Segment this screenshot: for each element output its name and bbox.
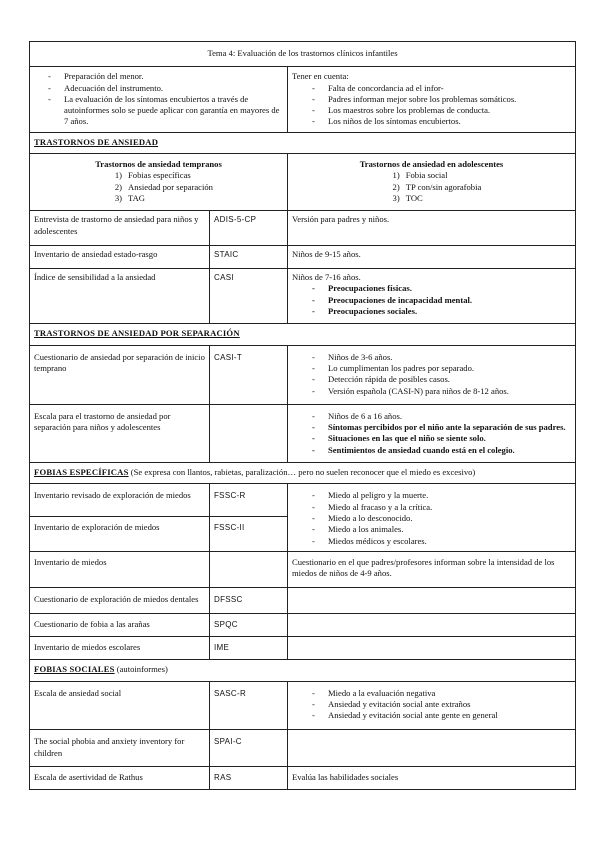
table-row: Inventario revisado de exploración de miedos FSSC-R - Miedo al peligro y la muerte. - Miedo al fracaso y a la crítica. - Miedo a lo desconocido. - Miedo a los animales. - Miedos médicos y escolares. [30, 484, 576, 517]
section-heading: FOBIAS SOCIALES [34, 664, 115, 675]
section-note: (autoinformes) [114, 664, 168, 675]
intro-right-heading: Tener en cuenta: [292, 71, 349, 82]
evaluation-table [29, 41, 576, 790]
list-item: - Lo cumplimentan los padres por separado. [312, 363, 571, 374]
intro-right-list [292, 83, 571, 128]
list-item: - Versión española (CASI-N) para niños de 8-12 años. [312, 386, 571, 397]
list-item: - Miedo al peligro y la muerte. [312, 490, 571, 501]
section-heading: TRASTORNOS DE ANSIEDAD [34, 136, 159, 147]
list-item: - Preocupaciones físicas. [312, 283, 571, 294]
list-item: - Situaciones en las que el niño se siente solo. [312, 433, 571, 444]
section-heading: TRASTORNOS DE ANSIEDAD POR SEPARACIÓN [34, 328, 240, 339]
list-item: - Ansiedad y evitación social ante extraños [312, 699, 571, 710]
table-row: The social phobia and anxiety inventory for children SPAI-C [30, 730, 576, 767]
table-row: Cuestionario de exploración de miedos dentales DFSSC [30, 588, 576, 613]
list-item: 2) TP con/sin agorafobia [392, 181, 482, 192]
list-item: - Detección rápida de posibles casos. [312, 374, 571, 385]
table-row: Escala de ansiedad social SASC-R - Miedo a la evaluación negativa - Ansiedad y evitación social ante extraños - Ansiedad y evitación social ante gente en general [30, 681, 576, 730]
table-row: Cuestionario de fobia a las arañas SPQC [30, 613, 576, 636]
list-item: - Falta de concordancia ad el infor- [312, 83, 571, 94]
section-row-separacion [30, 324, 576, 345]
document-page [29, 41, 575, 790]
list-item: 3) TAG [114, 192, 145, 203]
list-item: - Los niños de los síntomas encubiertos. [312, 116, 571, 127]
section-heading: FOBIAS ESPECÍFICAS [34, 467, 129, 478]
list-item: - Adecuación del instrumento. [48, 83, 283, 94]
page-title: Tema 4: Evaluación de los trastornos clínicos infantiles [30, 42, 576, 67]
table-row: Escala de asertividad de Rathus RAS Evalúa las habilidades sociales [30, 767, 576, 790]
list-item: 2) Ansiedad por separación [114, 181, 213, 192]
list-item: - Ansiedad y evitación social ante gente en general [312, 710, 571, 721]
list-item: - Preocupaciones sociales. [312, 306, 571, 317]
list-item: - Miedo a la evaluación negativa [312, 688, 571, 699]
table-row: Inventario de exploración de miedos FSSC-II [30, 517, 576, 551]
table-row: Inventario de ansiedad estado-rasgo STAIC Niños de 9-15 años. [30, 245, 576, 268]
list-item: - Miedos médicos y escolares. [312, 536, 571, 547]
list-item: - Síntomas percibidos por el niño ante la separación de sus padres. [312, 422, 571, 433]
list-item: - Miedo al fracaso y a la crítica. [312, 502, 571, 513]
section-row-ansiedad [30, 132, 576, 153]
list-item: - Preocupaciones de incapacidad mental. [312, 295, 571, 306]
list-item: - Padres informan mejor sobre los problemas somáticos. [312, 94, 571, 105]
table-row: Índice de sensibilidad a la ansiedad CASI Niños de 7-16 años. - Preocupaciones físicas. - Preocupaciones de incapacidad mental. - Preocupaciones sociales. [30, 269, 576, 324]
table-row: Cuestionario de ansiedad por separación de inicio temprano CASI-T - Niños de 3-6 años. - Lo cumplimentan los padres por separado. - Detección rápida de posibles casos. - Versión española (CASI-N) para niños de 8-12 años. [30, 345, 576, 404]
list-item: - Los maestros sobre los problemas de conducta. [312, 105, 571, 116]
list-item: - Niños de 6 a 16 años. [312, 411, 571, 422]
section-row-fobias [30, 463, 576, 484]
section-row-sociales [30, 660, 576, 681]
list-item: - Miedo a lo desconocido. [312, 513, 571, 524]
table-row: Inventario de miedos Cuestionario en el que padres/profesores informan sobre la intensidad de los miedos de niños de 4-9 años. [30, 551, 576, 588]
adolescentes-heading: Trastornos de ansiedad en adolescentes [359, 159, 504, 170]
title-row [30, 42, 576, 67]
list-item: - La evaluación de los síntomas encubiertos a través de autoinformes solo se puede aplicar con garantía en mayores de 7 años. [48, 94, 283, 128]
list-item: 1) Fobias específicas [114, 170, 191, 181]
list-item: - Niños de 3-6 años. [312, 352, 571, 363]
table-row: Inventario de miedos escolares IME [30, 636, 576, 659]
list-item: 3) TOC [392, 192, 423, 203]
table-row: Escala para el trastorno de ansiedad por separación para niños y adolescentes - Niños de 6 a 16 años. - Síntomas percibidos por el niño ante la separación de sus padres. - Situaciones en las que el niño se siente solo. - Sentimientos de ansiedad cuando está en el colegio. [30, 404, 576, 462]
temprana-heading: Trastornos de ansiedad tempranos [95, 159, 222, 170]
list-item: 1) Fobia social [392, 170, 448, 181]
list-item: - Miedo a los animales. [312, 524, 571, 535]
intro-row [30, 67, 576, 132]
list-item: - Preparación del menor. [48, 71, 283, 82]
table-row: Entrevista de trastorno de ansiedad para niños y adolescentes ADIS-5-CP Versión para padres y niños. [30, 211, 576, 246]
ansiedad-types-row [30, 154, 576, 211]
list-item: - Sentimientos de ansiedad cuando está en el colegio. [312, 445, 571, 456]
section-note: (Se expresa con llantos, rabietas, paralización… pero no suelen reconocer que el miedo es excesivo) [128, 467, 476, 478]
intro-left-list [34, 71, 283, 127]
